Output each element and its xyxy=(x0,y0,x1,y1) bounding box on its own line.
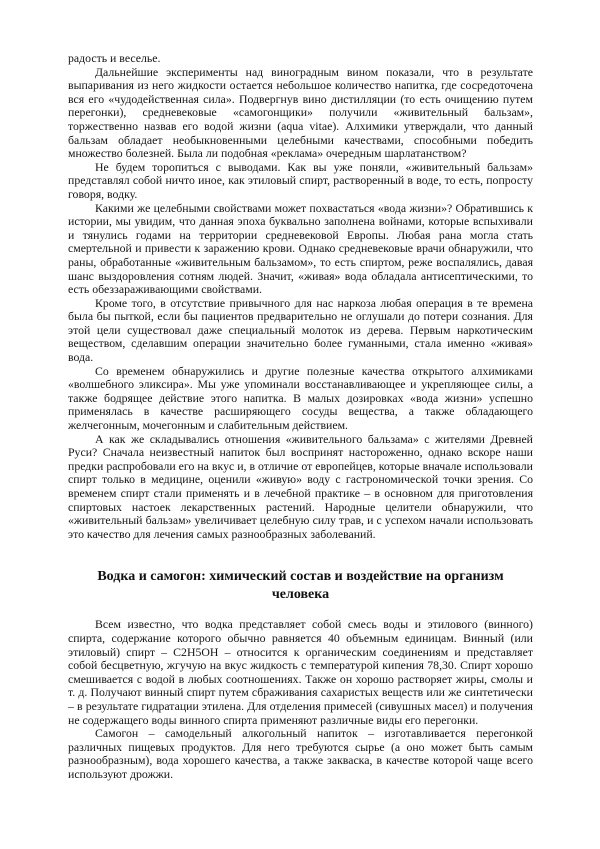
paragraph-continuation: радость и веселье. xyxy=(68,51,161,65)
paragraph: Кроме того, в отсутствие привычного для нас наркоза любая операция в те времена была бы пыткой, если бы пациентов предварительно не оглушали до потери сознания. Для этой цели существовал даже специальный молоток из дерева. Первым наркотическим веществом, сделавшим операции значительно более гуманными, стала именно «живая» вода. xyxy=(68,295,533,365)
paragraph: А как же складывались отношения «живительного бальзама» с жителями Древней Руси? Сначала неизвестный напиток был воспринят настороженно, однако вскоре наши предки распробовали его на вкус и, в отличие от европейцев, которые вначале использовали спирт только в медицине, оценили «живую» воду с гастрономической точки зрения. Со временем спирт стали применять и в лечебной практике – в основном для приготовления спиртовых настоек лекарственных растений. Народные целители обнаружили, что «живительный бальзам» увеличивает целебную силу трав, и с успехом начали использовать это качество для лечения самых разнообразных заболеваний. xyxy=(68,431,533,541)
paragraph: Всем известно, что водка представляет собой смесь воды и этилового (винного) спирта, содержание которого обычно равняется 40 объемным единицам. Винный (или этиловый) спирт – C2H5OH – относится к органическим соединениям и представляет собой бесцветную, жгучую на вкус жидкость с температурой кипения 78,30. Спирт хорошо смешивается с водой в любых соотношениях. Также он хорошо растворяет жиры, смолы и т. д. Получают винный спирт путем сбраживания сахаристых веществ или же синтетически – в результате гидратации этилена. Для отделения примесей (сивушных масел) и получения не содержащего воды винного спирта применяют различные виды его перегонки. xyxy=(68,617,533,727)
paragraph: Какими же целебными свойствами может похвастаться «вода жизни»? Обратившись к истории, мы увидим, что данная эпоха буквально заполнена войнами, которые вспыхивали и тянулись годами на территории средневековой Европы. Любая рана могла стать смертельной и привести к заражению крови. Однако средневековые врачи обнаружили, что раны, обработанные «живительным бальзамом», то есть спиртом, реже воспалялись, давая шанс выздоровления сотням людей. Значит, «живая» вода обладала антисептическими, то есть обеззараживающими свойствами. xyxy=(68,200,533,297)
chapter-heading: Водка и самогон: химический состав и воздействие на организм человека xyxy=(97,569,504,602)
paragraph: Не будем торопиться с выводами. Как вы уже поняли, «живительный бальзам» представлял собой ничто иное, как этиловый спирт, растворенный в воде, то есть, попросту говоря, водку. xyxy=(68,159,533,201)
paragraph: Со временем обнаружились и другие полезные качества открытого алхимиками «волшебного эликсира». Мы уже упоминали восстанавливающее и укрепляющее силы, а также бодрящее действие этого напитка. В малых дозировках «вода жизни» успешно применялась в качестве расширяющего сосуды вещества, а также обладающего желчегонным, мочегонным и слабительным действием. xyxy=(68,363,533,433)
paragraph: Дальнейшие эксперименты над виноградным вином показали, что в результате выпаривания из него жидкости остается небольшое количество напитка, где сосредоточена вся его «чудодейственная сила». Подвергнув вино дистилляции (то есть очищению путем перегонки), средневековые «самогонщики» получили «живительный бальзам», торжественно назвав его водой жизни (aqua vitae). Алхимики утверждали, что данный бальзам обладает необыкновенными целебными качествами, способными победить множество болезней. Была ли подобная «реклама» очередным шарлатанством? xyxy=(68,64,533,161)
paragraph: Самогон – самодельный алкогольный напиток – изготавливается перегонкой различных пищевых продуктов. Для него требуются сырье (а оно может быть самым разнообразным), вода хорошего качества, а также закваска, в качестве которой чаще всего используют дрожжи. xyxy=(68,726,533,781)
